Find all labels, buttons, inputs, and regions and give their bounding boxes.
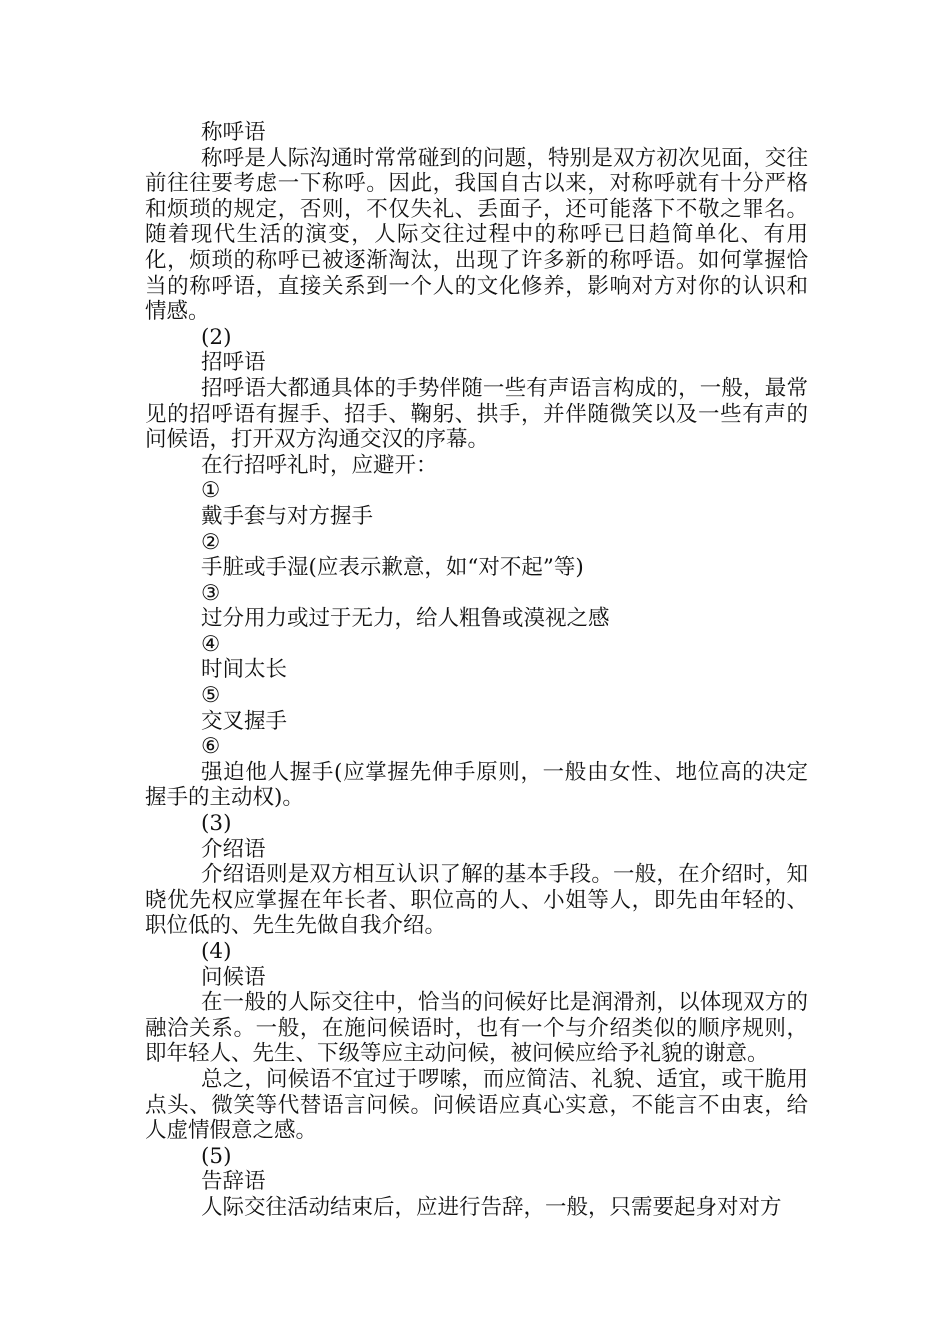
list-item: 手脏或手湿(应表示歉意，如“对不起”等) — [201, 555, 584, 581]
document-page — [145, 120, 808, 1221]
list-marker: ② — [201, 529, 221, 555]
paragraph: 人际交往活动结束后，应进行告辞，一般，只需要起身对对方 — [201, 1194, 782, 1220]
section-heading: 称呼语 — [201, 120, 266, 145]
section-number: (4) — [201, 939, 232, 964]
section-heading: 介绍语 — [201, 836, 266, 862]
paragraph: 招呼语大都通具体的手势伴随一些有声语言构成的，一般，最常见的招呼语有握手、招手、鞠躬、拱手，并伴随微笑以及一些有声的问候语，打开双方沟通交汉的序幕。 — [145, 375, 808, 453]
paragraph: 总之，问候语不宜过于啰嗦，而应简洁、礼貌、适宜，或干脆用点头、微笑等代替语言问候。问候语应真心实意，不能言不由衷，给人虚情假意之感。 — [145, 1066, 808, 1144]
section-number: (3) — [201, 811, 232, 837]
paragraph: 在一般的人际交往中，恰当的问候好比是润滑剂，以体现双方的融洽关系。一般，在施问候语时，也有一个与介绍类似的顺序规则，即年轻人、先生、下级等应主动问候，被问候应给予礼貌的谢意。 — [145, 990, 808, 1067]
list-item: 时间太长 — [201, 657, 288, 683]
list-marker: ⑤ — [201, 683, 221, 709]
section-heading: 告辞语 — [201, 1169, 266, 1195]
list-marker: ⑥ — [201, 734, 221, 760]
list-marker: ① — [201, 478, 221, 504]
paragraph: 称呼是人际沟通时常常碰到的问题，特别是双方初次见面，交往前往往要考虑一下称呼。因此，我国自古以来，对称呼就有十分严格和烦琐的规定，否则，不仅失礼、丢面子，还可能落下不敬之罪名。随着现代生活的演变，人际交往过程中的称呼已日趋简单化、有用化，烦琐的称呼已被逐渐淘汰，出现了许多新的称呼语。如何掌握恰当的称呼语，直接关系到一个人的文化修养，影响对方对你的认识和情感。 — [145, 145, 808, 325]
section-heading: 问候语 — [201, 964, 266, 990]
list-item: 交叉握手 — [201, 708, 288, 734]
section-number: (5) — [201, 1143, 232, 1169]
section-number: (2) — [201, 324, 232, 350]
paragraph: 介绍语则是双方相互认识了解的基本手段。一般，在介绍时，知晓优先权应掌握在年长者、职位高的人、小姐等人，即先由年轻的、职位低的、先生先做自我介绍。 — [145, 862, 808, 939]
list-marker: ④ — [201, 631, 221, 657]
list-item: 强迫他人握手(应掌握先伸手原则，一般由女性、地位高的决定握手的主动权)。 — [145, 759, 808, 811]
list-item: 戴手套与对方握手 — [201, 503, 374, 529]
list-item: 过分用力或过于无力，给人粗鲁或漠视之感 — [201, 606, 610, 632]
paragraph: 在行招呼礼时，应避开： — [201, 452, 438, 478]
list-marker: ③ — [201, 580, 221, 606]
section-heading: 招呼语 — [201, 350, 266, 376]
